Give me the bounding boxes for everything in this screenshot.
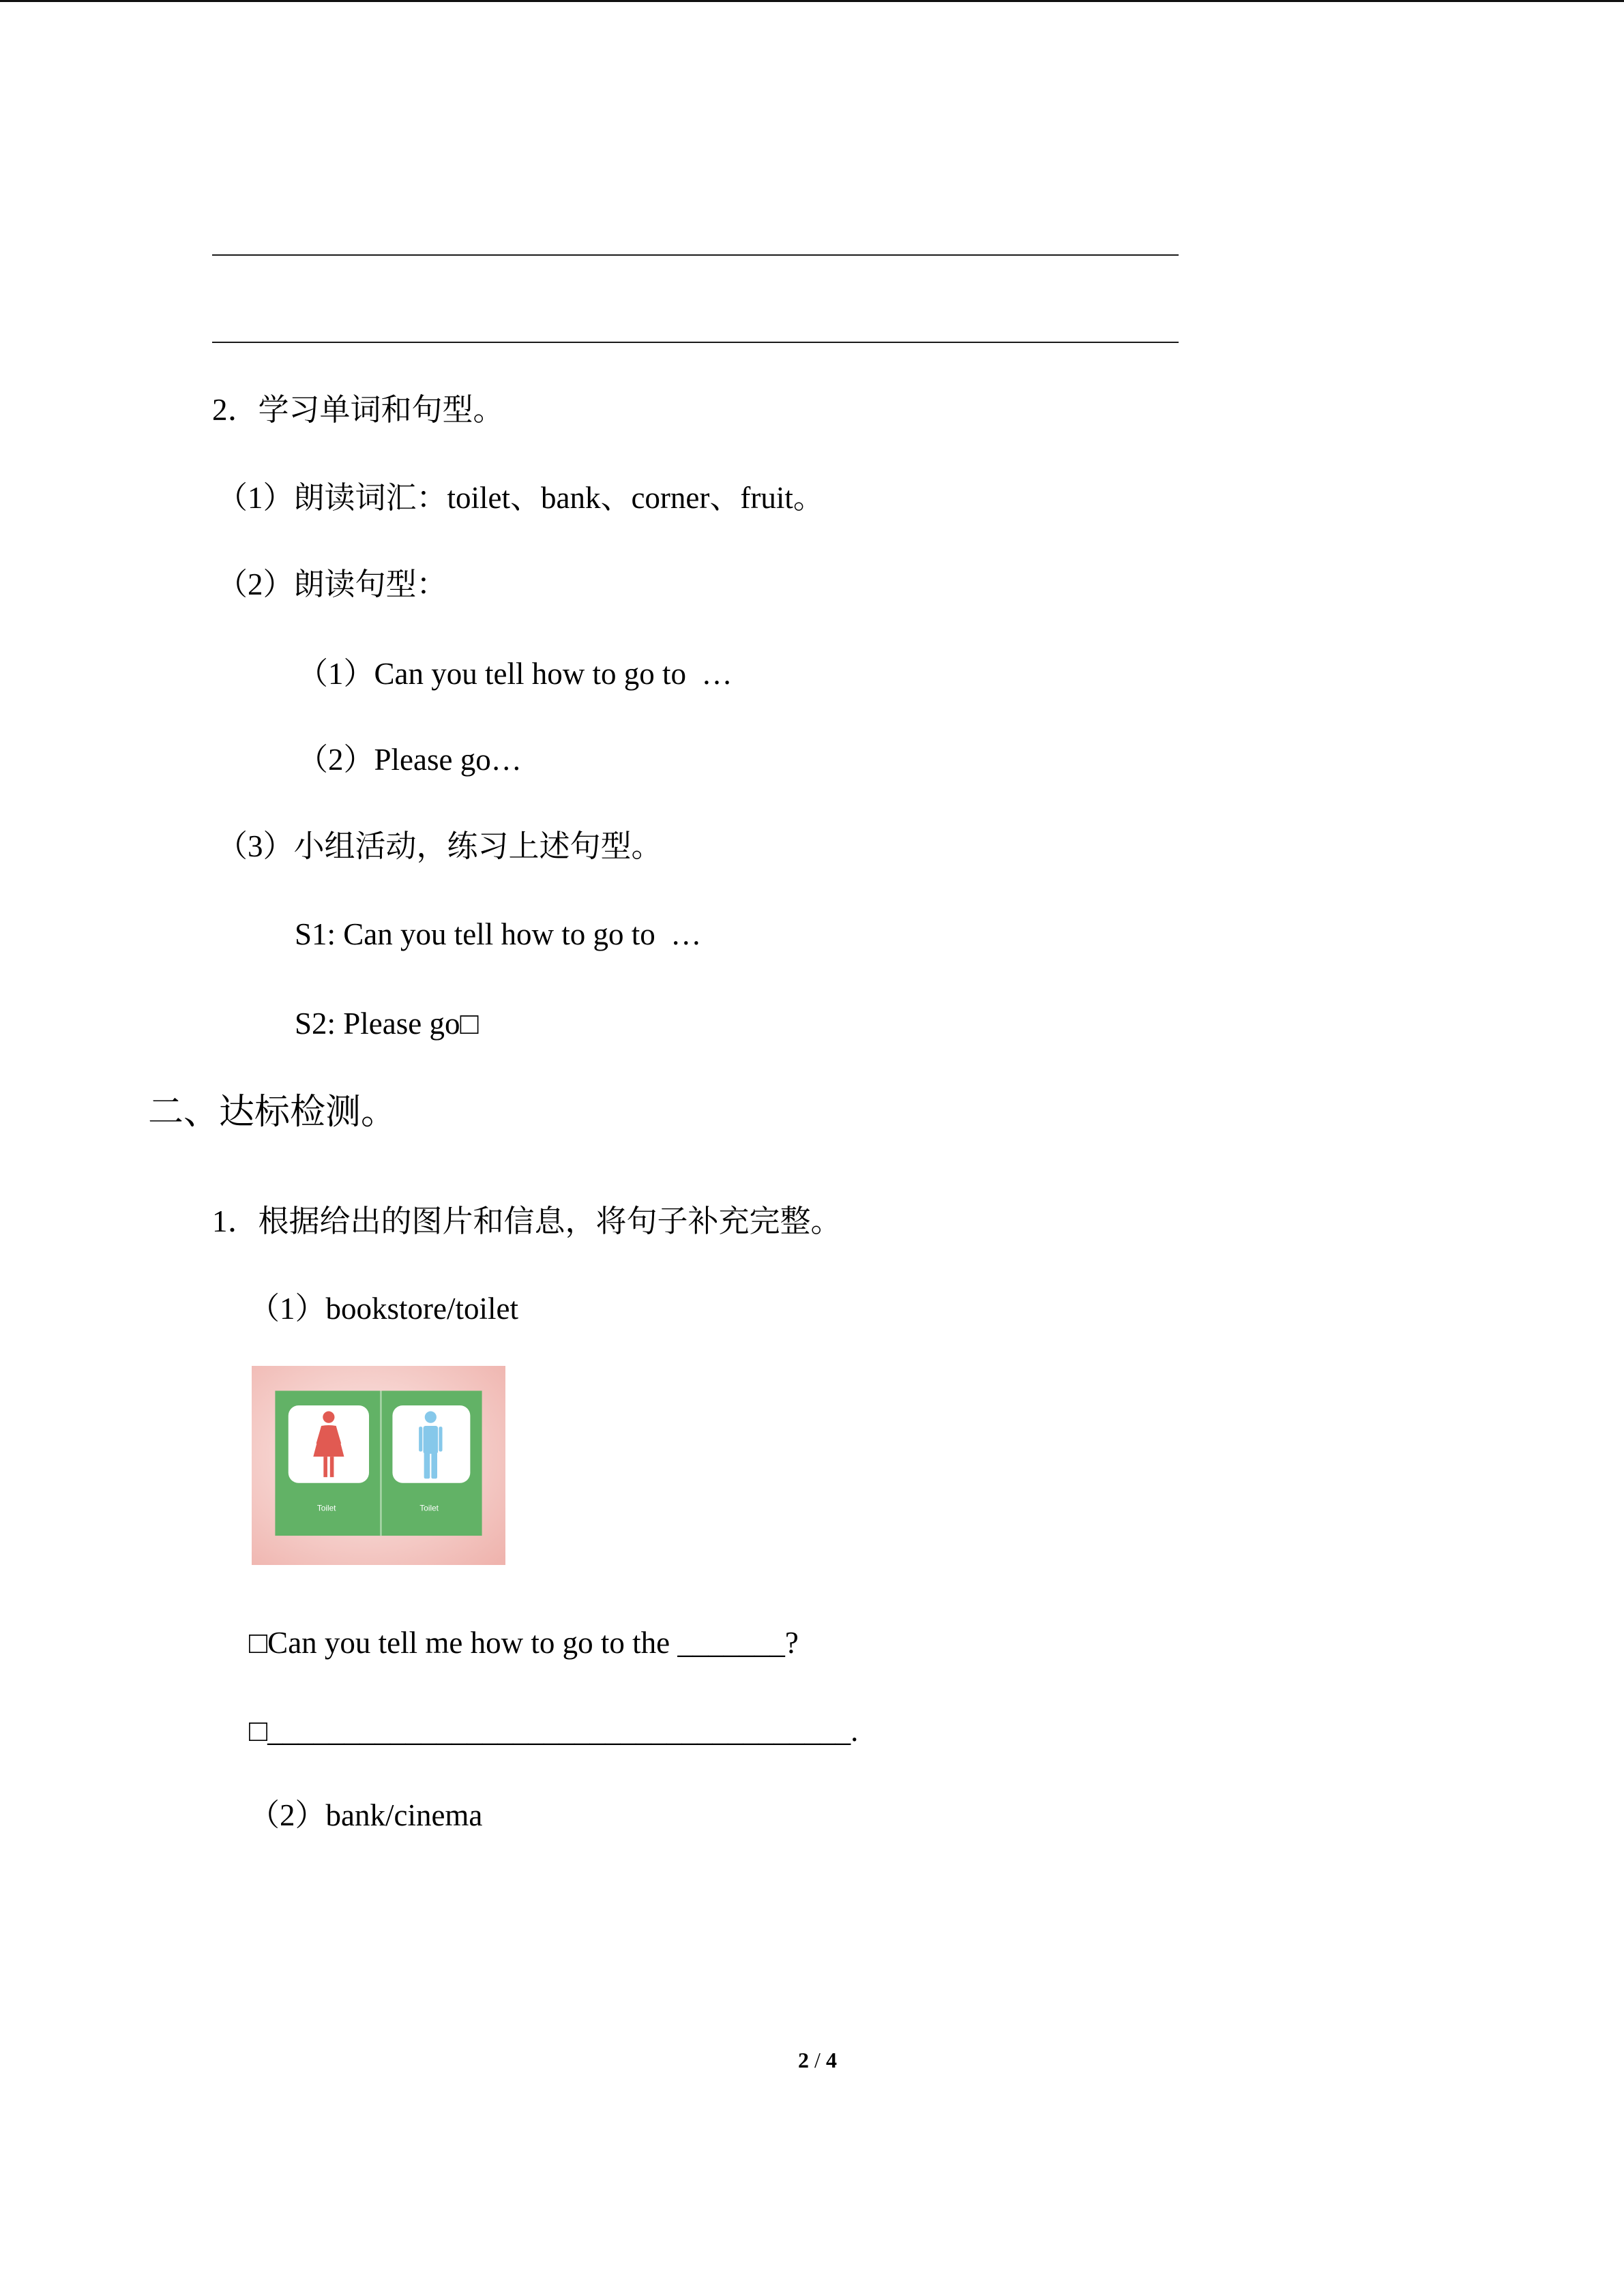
section-title: 二、达标检测。 (148, 1093, 397, 1132)
exercise-answer-blank: □______________________________________. (249, 1714, 859, 1748)
dialogue-line: S1: Can you tell how to go to … (295, 917, 702, 951)
sentence-pattern: （1）Can you tell how to go to … (297, 657, 733, 691)
sentence-patterns-heading: （2）朗读句型： (217, 567, 447, 601)
answer-line (212, 254, 1179, 256)
page-number-total: 4 (825, 2048, 837, 2072)
page-number-separator: / (809, 2048, 826, 2072)
page-top-border (0, 0, 1624, 2)
toilet-sign-image (252, 1366, 505, 1565)
sentence-pattern: （2）Please go… (297, 743, 522, 777)
answer-line (212, 342, 1179, 343)
sign-label-women: Toilet (316, 1503, 336, 1513)
exercise-part-label: （2）bank/cinema (249, 1798, 483, 1832)
exercise-part-label: （1）bookstore/toilet (249, 1292, 518, 1326)
toilet-sign-icon (252, 1366, 505, 1565)
page-number-current: 2 (798, 2048, 810, 2072)
exercise-question: □Can you tell me how to go to the _______? (249, 1626, 799, 1660)
item-heading: 2．学习单词和句型。 (212, 393, 504, 427)
sign-divider (380, 1391, 382, 1536)
group-activity-line: （3）小组活动，练习上述句型。 (217, 829, 662, 863)
page-number (0, 2046, 1624, 2074)
dialogue-line: S2: Please go□ (295, 1007, 479, 1041)
exercise-instruction: 1．根据给出的图片和信息，将句子补充完整。 (212, 1204, 842, 1238)
vocab-line: （1）朗读词汇：toilet、bank、corner、fruit。 (217, 481, 824, 515)
sign-label-men: Toilet (419, 1503, 439, 1513)
